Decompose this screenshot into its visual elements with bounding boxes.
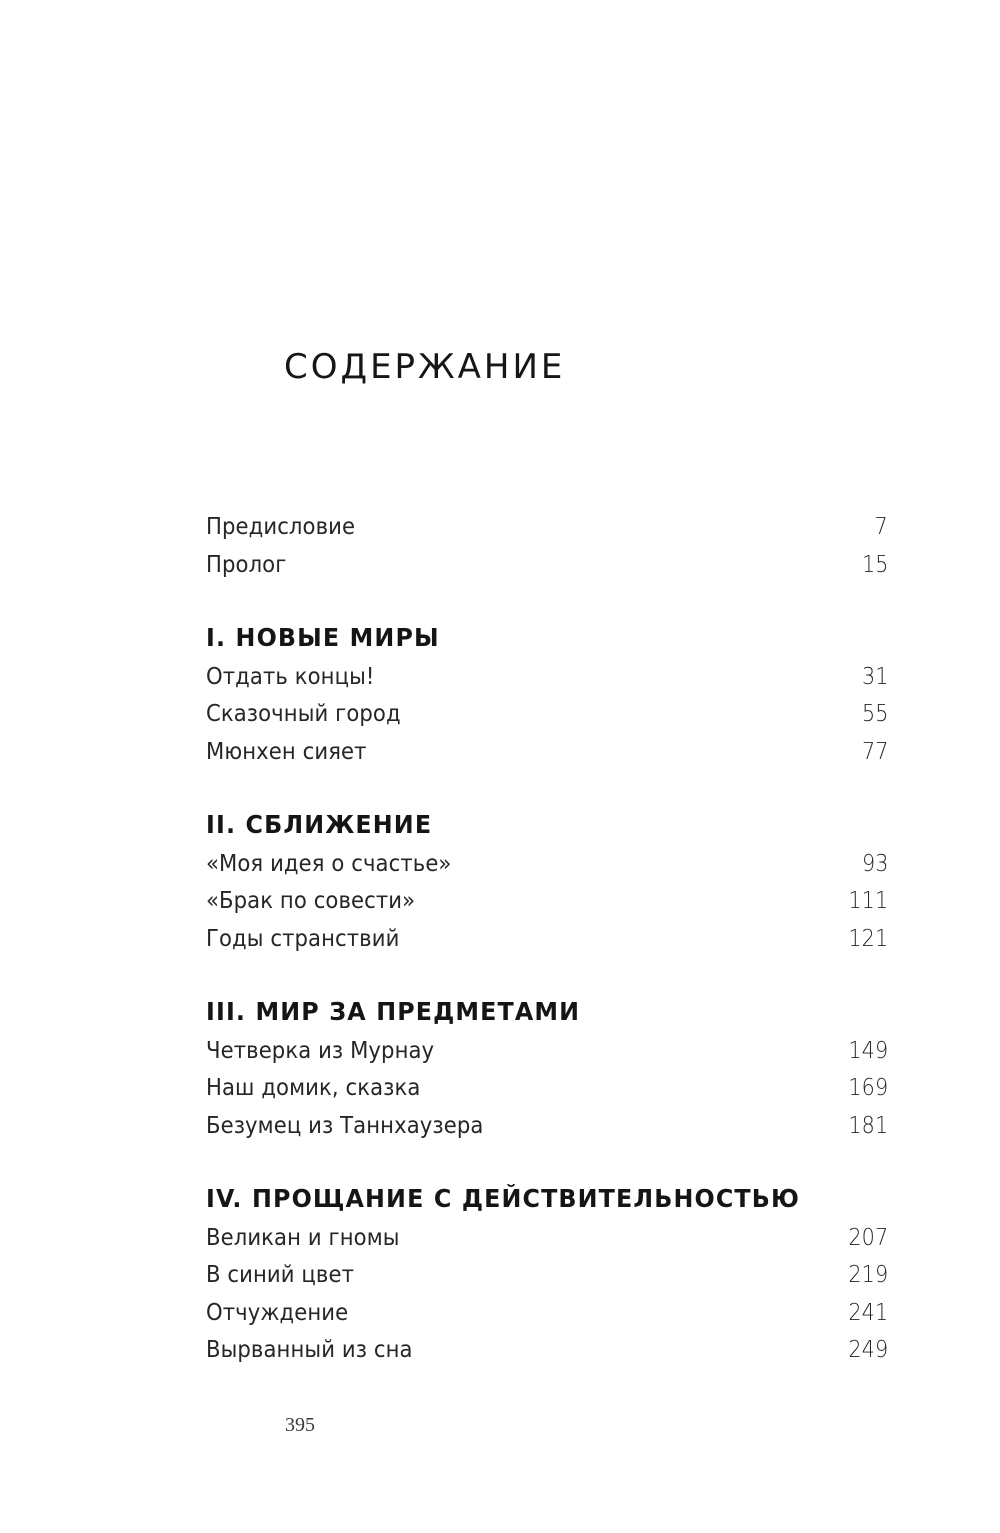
- toc-entry-page: 169: [848, 1075, 888, 1101]
- toc-entry-page: 249: [848, 1337, 888, 1363]
- toc-entry[interactable]: [206, 1259, 888, 1291]
- toc-entry[interactable]: [206, 1072, 888, 1104]
- toc-entry-page: 31: [861, 664, 888, 690]
- toc-entry-title: Вырванный из сна: [206, 1337, 413, 1363]
- toc-entry[interactable]: [206, 661, 888, 693]
- toc-entry-title: Пролог: [206, 552, 287, 578]
- toc-entry-page: 149: [848, 1038, 888, 1064]
- toc-entry[interactable]: [206, 1297, 888, 1329]
- toc-entry[interactable]: [206, 1110, 888, 1142]
- toc-entry-prologue[interactable]: [206, 549, 888, 581]
- toc-entry[interactable]: [206, 885, 888, 917]
- toc-entry-page: 207: [848, 1225, 888, 1251]
- toc-entry-title: Великан и гномы: [206, 1225, 400, 1251]
- toc-entry-title: Мюнхен сияет: [206, 739, 367, 765]
- part-heading-2[interactable]: II. СБЛИЖЕНИЕ: [206, 810, 433, 839]
- toc-entry-title: Отдать концы!: [206, 664, 375, 690]
- toc-entry-title: Сказочный город: [206, 701, 401, 727]
- toc-entry-preface[interactable]: [206, 511, 888, 543]
- toc-entry[interactable]: [206, 736, 888, 768]
- toc-entry-page: 77: [861, 739, 888, 765]
- part-heading-3[interactable]: III. МИР ЗА ПРЕДМЕТАМИ: [206, 997, 581, 1026]
- toc-entry-title: Наш домик, сказка: [206, 1075, 421, 1101]
- page-number: 395: [285, 1414, 315, 1436]
- toc-entry-page: 219: [848, 1262, 888, 1288]
- toc-entry[interactable]: [206, 923, 888, 955]
- toc-entry[interactable]: [206, 1035, 888, 1067]
- toc-entry-page: 241: [848, 1300, 888, 1326]
- toc-entry-title: В синий цвет: [206, 1262, 355, 1288]
- toc-entry[interactable]: [206, 698, 888, 730]
- toc-entry-page: 93: [861, 851, 888, 877]
- part-heading-4[interactable]: IV. ПРОЩАНИЕ С ДЕЙСТВИТЕЛЬНОСТЬЮ: [206, 1184, 801, 1213]
- toc-entry[interactable]: [206, 848, 888, 880]
- toc-entry-title: Четверка из Мурнау: [206, 1038, 435, 1064]
- page-title: СОДЕРЖАНИЕ: [284, 347, 566, 387]
- toc-entry-page: 111: [848, 888, 888, 914]
- toc-entry-page: 121: [848, 926, 888, 952]
- toc-entry-title: Годы странствий: [206, 926, 400, 952]
- toc-entry-title: Отчуждение: [206, 1300, 349, 1326]
- toc-entry-title: «Моя идея о счастье»: [206, 851, 452, 877]
- part-heading-1[interactable]: I. НОВЫЕ МИРЫ: [206, 623, 440, 652]
- toc-entry-page: 15: [861, 552, 888, 578]
- toc-entry[interactable]: [206, 1222, 888, 1254]
- toc-entry-page: 181: [848, 1113, 888, 1139]
- toc-entry-title: «Брак по совести»: [206, 888, 416, 914]
- toc-entry-page: 7: [874, 514, 888, 540]
- toc-entry[interactable]: [206, 1334, 888, 1366]
- toc-entry-title: Безумец из Таннхаузера: [206, 1113, 484, 1139]
- toc-entry-page: 55: [861, 701, 888, 727]
- toc-entry-title: Предисловие: [206, 514, 356, 540]
